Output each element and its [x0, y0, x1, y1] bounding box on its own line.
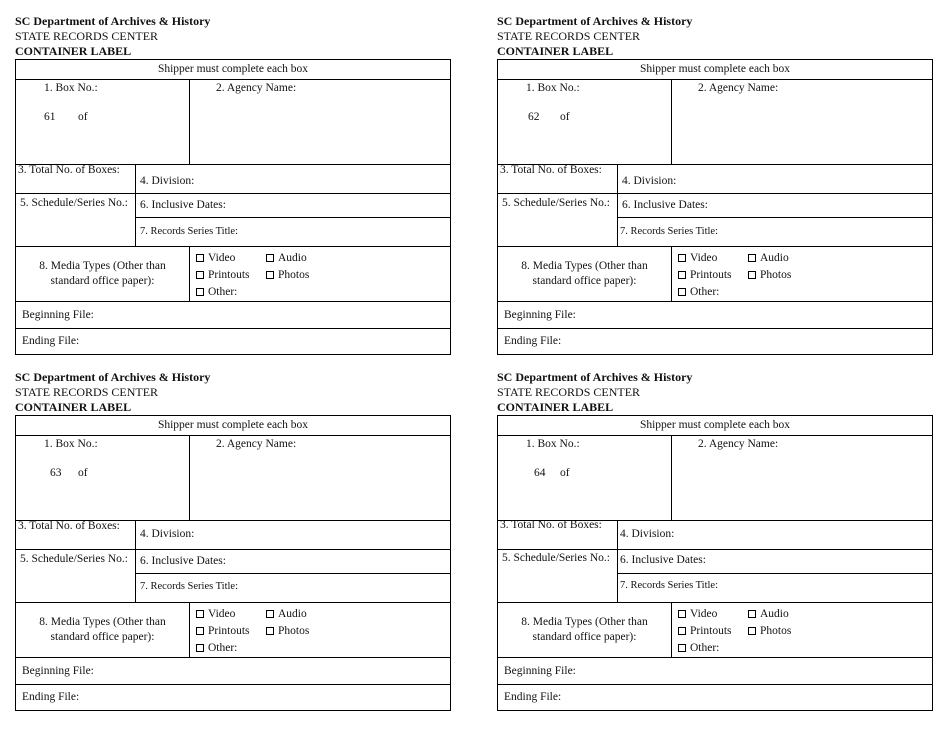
ending-file-label: Ending File: — [22, 335, 80, 347]
checkbox-icon[interactable] — [678, 254, 686, 262]
division-label: 4. Division: — [140, 175, 195, 187]
total-boxes-label: 3. Total No. of Boxes: — [500, 164, 602, 176]
inclusive-dates-label: 6. Inclusive Dates: — [140, 555, 226, 567]
media-label-line2: standard office paper): — [532, 275, 637, 287]
checkbox-icon[interactable] — [196, 288, 204, 296]
media-label-line2: standard office paper): — [532, 631, 637, 643]
media-option-photos[interactable]: Photos — [266, 268, 309, 282]
media-label-line2: standard office paper): — [50, 275, 155, 287]
media-option-video[interactable]: Video — [678, 607, 717, 621]
media-option-other[interactable]: Other: — [196, 285, 237, 299]
box-no-label: 1. Box No.: — [526, 438, 580, 450]
media-option-audio[interactable]: Audio — [266, 251, 307, 265]
of-label: of — [560, 467, 570, 479]
center-name: STATE RECORDS CENTER — [497, 385, 641, 399]
org-name: SC Department of Archives & History — [497, 14, 693, 28]
agency-name-label: 2. Agency Name: — [216, 438, 297, 450]
media-option-photos[interactable]: Photos — [748, 268, 791, 282]
label-title: CONTAINER LABEL — [15, 44, 132, 58]
media-option-printouts[interactable]: Printouts — [196, 624, 250, 638]
media-label-line1: 8. Media Types (Other than — [39, 616, 166, 628]
total-boxes-label: 3. Total No. of Boxes: — [18, 164, 120, 176]
media-label-line2: standard office paper): — [50, 631, 155, 643]
schedule-label: 5. Schedule/Series No.: — [502, 552, 610, 564]
of-label: of — [560, 111, 570, 123]
media-option-other[interactable]: Other: — [678, 641, 719, 655]
org-name: SC Department of Archives & History — [15, 14, 211, 28]
media-option-audio[interactable]: Audio — [748, 607, 789, 621]
media-option-audio[interactable]: Audio — [266, 607, 307, 621]
media-option-other[interactable]: Other: — [196, 641, 237, 655]
checkbox-icon[interactable] — [266, 610, 274, 618]
checkbox-icon[interactable] — [196, 627, 204, 635]
schedule-label: 5. Schedule/Series No.: — [20, 553, 128, 565]
checkbox-icon[interactable] — [678, 644, 686, 652]
of-label: of — [78, 111, 88, 123]
checkbox-icon[interactable] — [748, 254, 756, 262]
box-no-value: 61 — [44, 111, 56, 123]
media-label-line1: 8. Media Types (Other than — [39, 260, 166, 272]
series-title-label: 7. Records Series Title: — [140, 226, 239, 237]
ending-file-label: Ending File: — [22, 691, 80, 703]
org-name: SC Department of Archives & History — [15, 370, 211, 384]
beginning-file-label: Beginning File: — [504, 309, 576, 321]
label-form — [15, 415, 451, 711]
checkbox-icon[interactable] — [266, 627, 274, 635]
checkbox-icon[interactable] — [196, 254, 204, 262]
series-title-label: 7. Records Series Title: — [140, 581, 239, 592]
checkbox-icon[interactable] — [678, 610, 686, 618]
media-option-printouts[interactable]: Printouts — [196, 268, 250, 282]
inclusive-dates-label: 6. Inclusive Dates: — [620, 554, 706, 566]
checkbox-icon[interactable] — [266, 254, 274, 262]
label-form — [497, 415, 933, 711]
media-option-video[interactable]: Video — [196, 251, 235, 265]
series-title-label: 7. Records Series Title: — [620, 226, 719, 237]
checkbox-icon[interactable] — [678, 627, 686, 635]
org-name: SC Department of Archives & History — [497, 370, 693, 384]
ending-file-label: Ending File: — [504, 335, 562, 347]
media-label-line1: 8. Media Types (Other than — [521, 616, 648, 628]
division-label: 4. Division: — [620, 528, 675, 540]
box-no-value: 63 — [50, 467, 62, 479]
center-name: STATE RECORDS CENTER — [15, 385, 159, 399]
schedule-label: 5. Schedule/Series No.: — [20, 197, 128, 209]
box-no-label: 1. Box No.: — [526, 82, 580, 94]
center-name: STATE RECORDS CENTER — [497, 29, 641, 43]
box-no-value: 62 — [528, 111, 540, 123]
label-title: CONTAINER LABEL — [15, 400, 132, 414]
inclusive-dates-label: 6. Inclusive Dates: — [140, 199, 226, 211]
checkbox-icon[interactable] — [196, 271, 204, 279]
inclusive-dates-label: 6. Inclusive Dates: — [622, 199, 708, 211]
total-boxes-label: 3. Total No. of Boxes: — [500, 519, 602, 531]
instruction-text: Shipper must complete each box — [639, 63, 791, 75]
container-label-4 — [497, 370, 933, 711]
media-option-video[interactable]: Video — [678, 251, 717, 265]
beginning-file-label: Beginning File: — [22, 665, 94, 677]
checkbox-icon[interactable] — [678, 271, 686, 279]
media-option-audio[interactable]: Audio — [748, 251, 789, 265]
checkbox-icon[interactable] — [196, 610, 204, 618]
label-form — [15, 59, 451, 355]
beginning-file-label: Beginning File: — [22, 309, 94, 321]
media-label-line1: 8. Media Types (Other than — [521, 260, 648, 272]
media-option-photos[interactable]: Photos — [748, 624, 791, 638]
checkbox-icon[interactable] — [748, 627, 756, 635]
media-option-printouts[interactable]: Printouts — [678, 268, 732, 282]
label-form — [497, 59, 933, 355]
box-no-label: 1. Box No.: — [44, 438, 98, 450]
checkbox-icon[interactable] — [196, 644, 204, 652]
beginning-file-label: Beginning File: — [504, 665, 576, 677]
schedule-label: 5. Schedule/Series No.: — [502, 197, 610, 209]
box-no-label: 1. Box No.: — [44, 82, 98, 94]
instruction-text: Shipper must complete each box — [157, 419, 309, 431]
media-option-printouts[interactable]: Printouts — [678, 624, 732, 638]
container-label-2 — [497, 14, 933, 355]
checkbox-icon[interactable] — [748, 610, 756, 618]
label-title: CONTAINER LABEL — [497, 400, 614, 414]
box-no-value: 64 — [534, 467, 546, 479]
center-name: STATE RECORDS CENTER — [15, 29, 159, 43]
media-option-photos[interactable]: Photos — [266, 624, 309, 638]
checkbox-icon[interactable] — [266, 271, 274, 279]
label-title: CONTAINER LABEL — [497, 44, 614, 58]
agency-name-label: 2. Agency Name: — [698, 438, 779, 450]
checkbox-icon[interactable] — [748, 271, 756, 279]
agency-name-label: 2. Agency Name: — [698, 82, 779, 94]
division-label: 4. Division: — [622, 175, 677, 187]
of-label: of — [78, 467, 88, 479]
total-boxes-label: 3. Total No. of Boxes: — [18, 520, 120, 532]
container-label-1 — [15, 14, 451, 355]
agency-name-label: 2. Agency Name: — [216, 82, 297, 94]
division-label: 4. Division: — [140, 528, 195, 540]
series-title-label: 7. Records Series Title: — [620, 580, 719, 591]
media-option-other[interactable]: Other: — [678, 285, 719, 299]
media-option-video[interactable]: Video — [196, 607, 235, 621]
container-label-3 — [15, 370, 451, 711]
instruction-text: Shipper must complete each box — [639, 419, 791, 431]
ending-file-label: Ending File: — [504, 691, 562, 703]
instruction-text: Shipper must complete each box — [157, 63, 309, 75]
checkbox-icon[interactable] — [678, 288, 686, 296]
